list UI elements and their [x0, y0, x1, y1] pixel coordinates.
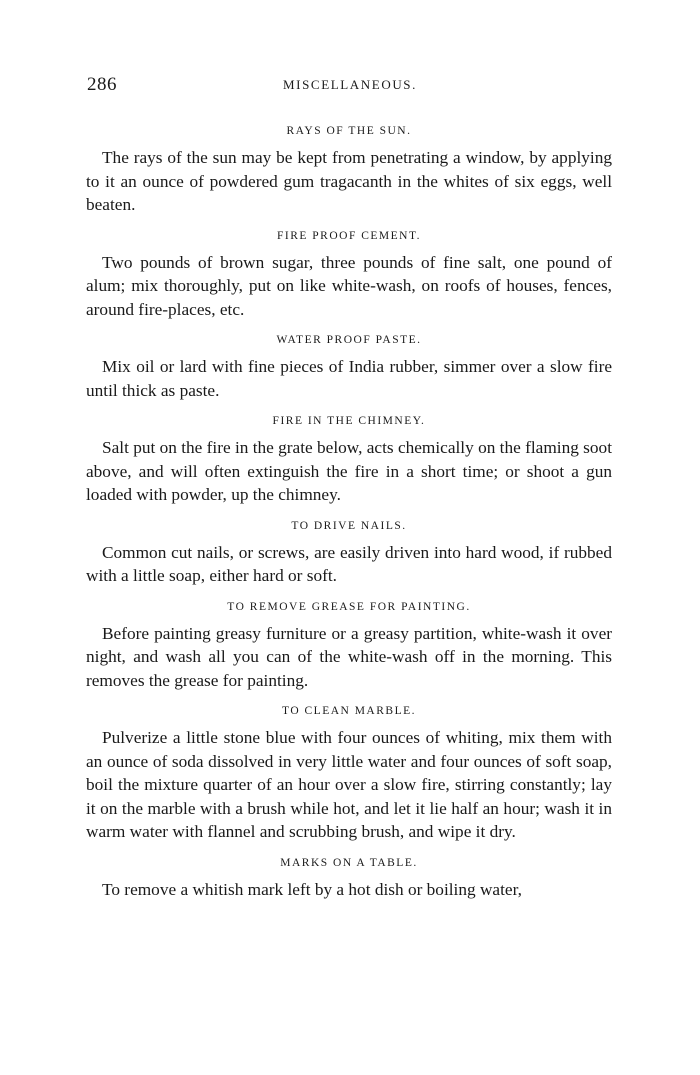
section-to-drive-nails — [86, 517, 612, 588]
section-to-remove-grease — [86, 598, 612, 693]
section-heading: TO CLEAN MARBLE. — [282, 705, 416, 717]
page-number: 286 — [87, 74, 117, 95]
running-title: MISCELLANEOUS. — [283, 77, 417, 92]
section-text: Common cut nails, or screws, are easily driven into hard wood, if rubbed with a little soap, either hard or soft. — [86, 542, 612, 585]
section-text: To remove a whitish mark left by a hot dish or boiling water, — [102, 879, 522, 899]
section-water-proof-paste — [86, 331, 612, 402]
section-heading: FIRE IN THE CHIMNEY. — [272, 415, 426, 427]
section-heading: TO REMOVE GREASE FOR PAINTING. — [227, 600, 471, 613]
section-marks-on-a-table — [86, 854, 612, 902]
section-heading: TO DRIVE NAILS. — [291, 519, 407, 532]
section-heading: FIRE PROOF CEMENT. — [276, 229, 422, 242]
section-text: Pulverize a little stone blue with four ounces of whiting, mix them with an ounce of soda dissolved in very little water and four ounces of soft soap, boil the mixture quarter of an hour over a slow fire, stirring constantly; lay it on the marble with a brush while hot, and let it lie half an hour; wash it in warm water with flannel and scrubbing brush, and wipe it dry. — [86, 728, 612, 841]
section-text: Before painting greasy furniture or a greasy partition, white-wash it over night, and wash all you can of the white-wash off in the morning. This removes the grease for painting. — [86, 623, 612, 690]
section-rays-of-the-sun — [86, 122, 612, 217]
section-text: Two pounds of brown sugar, three pounds of fine salt, one pound of alum; mix thoroughly, put on like white-wash, on roofs of houses, fences, around fire-places, etc. — [86, 252, 612, 319]
section-to-clean-marble — [86, 702, 612, 844]
section-fire-proof-cement — [86, 227, 612, 322]
section-fire-in-the-chimney — [86, 412, 612, 507]
section-text: Mix oil or lard with fine pieces of India rubber, simmer over a slow fire until thick as paste. — [86, 357, 612, 400]
section-heading: WATER PROOF PASTE. — [276, 334, 422, 346]
section-text: Salt put on the fire in the grate below, acts chemically on the flaming soot above, and will often extinguish the fire in a short time; or shoot a gun loaded with powder, up the chimney. — [86, 438, 612, 504]
section-heading: RAYS OF THE SUN. — [286, 125, 412, 137]
section-text: The rays of the sun may be kept from penetrating a window, by applying to it an ounce of powdered gum tragacanth in the whites of six eggs, well beaten. — [86, 148, 612, 214]
section-heading: MARKS ON A TABLE. — [280, 856, 418, 869]
page-content — [86, 122, 612, 911]
